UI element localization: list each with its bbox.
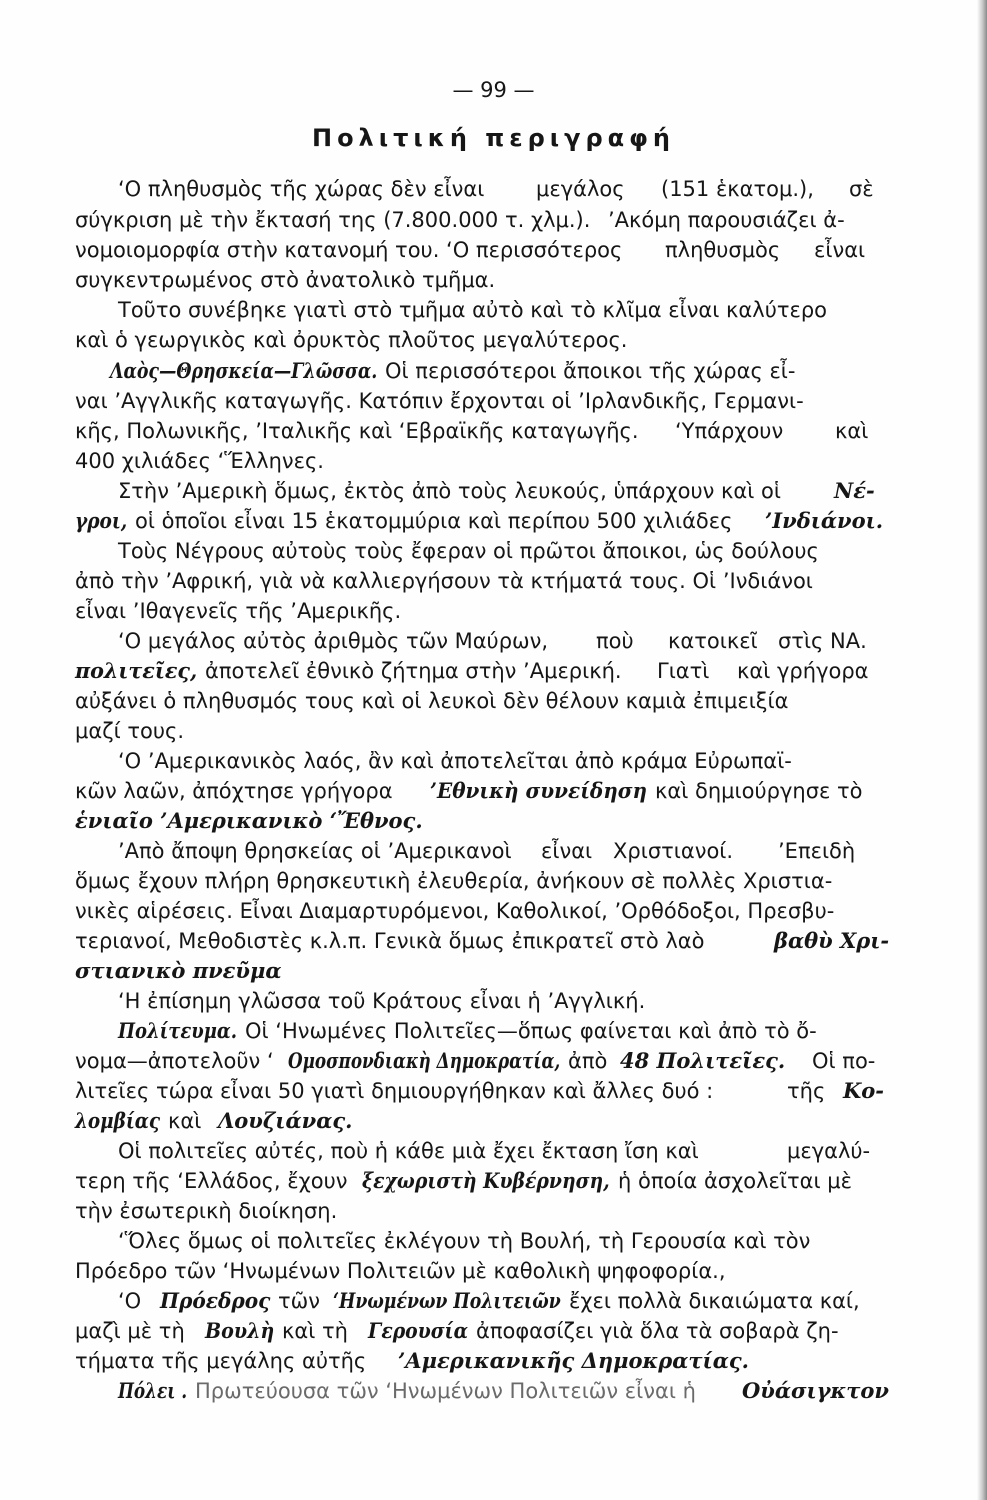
text-line (0, 596, 987, 626)
text-span: οἱ ὁποῖοι εἶναι 15 ἑκατομμύρια καὶ περίπου 500 χιλιάδες (135, 509, 733, 533)
text-line (0, 1316, 987, 1346)
text-span: τὴν ἐσωτερικὴ διοίκηση. (75, 1199, 338, 1223)
text-span: εἶναι (814, 238, 866, 262)
text-line (0, 1166, 987, 1196)
text-span: καὶ ὁ γεωργικὸς καὶ ὀρυκτὸς πλοῦτος μεγαλύτερος. (75, 328, 628, 352)
text-line (0, 1136, 987, 1166)
text-line (0, 416, 987, 446)
emphasis-text: Κο- (843, 1078, 884, 1103)
text-span: μαζί τους. (75, 719, 185, 743)
text-span: ’Απὸ ἄποψη θρησκείας οἱ ’Αμερικανοὶ (118, 839, 512, 863)
text-line (0, 205, 987, 235)
text-line (0, 866, 987, 896)
text-line (0, 1106, 987, 1136)
text-span: κῆς, Πολωνικῆς, ’Ιταλικῆς καὶ ‘Εβραϊκῆς καταγωγῆς. (75, 419, 639, 443)
text-span: ‘Ο μεγάλος αὐτὸς ἀριθμὸς τῶν Μαύρων, (118, 629, 549, 653)
emphasis-text: Οὐάσιγκτον (742, 1378, 889, 1403)
text-span: τεριανοί, Μεθοδιστὲς κ.λ.π. Γενικὰ ὅμως ἐπικρατεῖ στὸ λαὸ (75, 929, 705, 953)
text-span: Πρόεδρο τῶν ‘Ηνωμένων Πολιτειῶν μὲ καθολικὴ ψηφοφορία., (75, 1259, 726, 1283)
text-span: ‘Ο πληθυσμὸς τῆς χώρας δὲν εἶναι (118, 177, 485, 201)
text-span: τῶν (278, 1289, 320, 1313)
text-line (0, 1256, 987, 1286)
text-span: εἶναι ’Ιθαγενεῖς τῆς ’Αμερικῆς. (75, 599, 402, 623)
text-span: σὲ (849, 177, 874, 201)
text-line (0, 1376, 987, 1406)
text-span: καὶ γρήγορα (737, 659, 869, 683)
text-line (0, 265, 987, 295)
emphasis-text: Πρόεδρος (160, 1288, 271, 1313)
text-span: Οἱ πολιτεῖες αὐτές, ποὺ ἡ κάθε μιὰ ἔχει ἔκταση ἴση καὶ (118, 1139, 699, 1163)
text-line (0, 1286, 987, 1316)
emphasis-text: Ομοσπονδιακὴ Δημοκρατία, (288, 1048, 561, 1073)
text-span: ἀποτελεῖ ἐθνικὸ ζήτημα στὴν ’Αμερική. (205, 659, 622, 683)
text-span: ‘Ο (118, 1289, 142, 1313)
emphasis-text: γροι, (75, 508, 128, 533)
text-span: καὶ τὴ (282, 1319, 348, 1343)
text-line (0, 746, 987, 776)
page-number: — 99 — (452, 78, 535, 102)
text-line (0, 325, 987, 355)
emphasis-text: ἑνιαῖο ’Αμερικανικὸ ‘Ἔθνος. (75, 808, 423, 833)
emphasis-text: ’Αμερικανικῆς Δημοκρατίας. (398, 1348, 749, 1373)
text-line (0, 174, 987, 204)
text-span: ἀποφασίζει γιὰ ὅλα τὰ σοβαρὰ ζη- (476, 1319, 839, 1343)
text-line (0, 836, 987, 866)
text-line (0, 1226, 987, 1256)
text-span: Στὴν ’Αμερικὴ ὅμως, ἐκτὸς ἀπὸ τοὺς λευκούς, ὑπάρχουν καὶ οἱ (118, 479, 781, 503)
text-span: Χριστιανοί. (613, 839, 734, 863)
emphasis-text: ‘Ηνωμένων Πολιτειῶν (333, 1288, 561, 1313)
text-line (0, 1046, 987, 1076)
text-span: Οἱ περισσότεροι ἄποικοι τῆς χώρας εἶ- (385, 359, 796, 383)
text-line (0, 1016, 987, 1046)
text-span: συγκεντρωμένος στὸ ἀνατολικὸ τμῆμα. (75, 268, 496, 292)
text-span: Τοὺς Νέγρους αὐτοὺς τοὺς ἔφεραν οἱ πρῶτοι ἄποικοι, ὡς δούλους (118, 539, 819, 563)
emphasis-text: ’Εθνικὴ συνείδηση (430, 778, 648, 803)
text-line (0, 986, 987, 1016)
text-span: ‘Υπάρχουν (675, 419, 784, 443)
text-span: τήματα τῆς μεγάλης αὐτῆς (75, 1349, 367, 1373)
emphasis-text: ’Ινδιάνοι. (765, 508, 884, 533)
text-line (0, 295, 987, 325)
emphasis-text: Λουζιάνας. (218, 1108, 353, 1133)
text-span: Τοῦτο συνέβηκε γιατὶ στὸ τμῆμα αὐτὸ καὶ τὸ κλῖμα εἶναι καλύτερο (118, 298, 828, 322)
text-span: ὅμως ἔχουν πλήρη θρησκευτικὴ ἐλευθερία, ἀνήκουν σὲ πολλὲς Χριστια- (75, 869, 833, 893)
text-span: 400 χιλιάδες ‘Ἕλληνες. (75, 449, 324, 473)
text-span: πληθυσμὸς (665, 238, 781, 262)
text-span: στὶς ΝΑ. (778, 629, 867, 653)
emphasis-text: λομβίας (75, 1108, 161, 1133)
text-span: ναι ’Αγγλικῆς καταγωγῆς. Κατόπιν ἔρχονται οἱ ’Ιρλανδικῆς, Γερμανι- (75, 389, 804, 413)
text-span: μαζὶ μὲ τὴ (75, 1319, 185, 1343)
text-span: ἡ ὁποία ἀσχολεῖται μὲ (618, 1169, 852, 1193)
section-heading: Πολίτευμα. (118, 1018, 238, 1043)
text-span: νικὲς αἱρέσεις. Εἶναι Διαμαρτυρόμενοι, Καθολικοί, ’Ορθόδοξοι, Πρεσβυ- (75, 899, 835, 923)
text-span: κατοικεῖ (668, 629, 758, 653)
text-line (0, 686, 987, 716)
emphasis-text: Γερουσία (368, 1318, 469, 1343)
text-line (0, 356, 987, 386)
text-line (0, 806, 987, 836)
text-span: νομοιομορφία στὴν κατανομή του. ‘Ο περισσότερος (75, 238, 623, 262)
text-span: σύγκριση μὲ τὴν ἔκτασή της (7.800.000 τ. χλμ.). (75, 208, 591, 232)
text-span: ‘Η ἐπίσημη γλῶσσα τοῦ Κράτους εἶναι ἡ ’Αγγλική. (118, 989, 646, 1013)
text-line (0, 235, 987, 265)
section-heading: Λαὸς—Θρησκεία—Γλῶσσα. (110, 358, 378, 383)
text-line (0, 1076, 987, 1106)
text-span: μεγάλος (536, 177, 625, 201)
emphasis-text: πολιτεῖες, (75, 658, 198, 683)
text-line (0, 446, 987, 476)
text-line (0, 476, 987, 506)
text-span: ἀπὸ (568, 1049, 608, 1073)
text-line (0, 386, 987, 416)
text-span: ἀπὸ τὴν ’Αφρική, γιὰ νὰ καλλιεργήσουν τὰ κτήματά τους. Οἱ ’Ινδιάνοι (75, 569, 813, 593)
text-span: ἔχει πολλὰ δικαιώματα καί, (569, 1289, 860, 1313)
text-span: Γιατὶ (657, 659, 710, 683)
text-span: αὐξάνει ὁ πληθυσμός τους καὶ οἱ λευκοὶ δὲν θέλουν καμιὰ ἐπιμειξία (75, 689, 789, 713)
text-span: ’Ακόμη παρουσιάζει ἀ- (608, 208, 845, 232)
text-line (0, 956, 987, 986)
text-span: Οἱ ‘Ηνωμένες Πολιτεῖες—ὅπως φαίνεται καὶ ἀπὸ τὸ ὄ- (245, 1019, 817, 1043)
text-span: εἶναι (541, 839, 593, 863)
text-line (0, 926, 987, 956)
text-line (0, 626, 987, 656)
emphasis-text: 48 Πολιτεῖες. (620, 1048, 786, 1073)
text-span: ‘Ὅλες ὅμως οἱ πολιτεῖες ἐκλέγουν τὴ Βουλή, τὴ Γερουσία καὶ τὸν (118, 1229, 811, 1253)
emphasis-text: Βουλὴ (205, 1318, 275, 1343)
text-line (0, 536, 987, 566)
emphasis-text: Νέ- (834, 478, 875, 503)
page-title: Πολιτική περιγραφή (311, 124, 676, 152)
text-line (0, 506, 987, 536)
emphasis-text: Πόλει . (118, 1378, 188, 1403)
text-span: μεγαλύ- (787, 1139, 871, 1163)
text-span: κῶν λαῶν, ἀπόχτησε γρήγορα (75, 779, 393, 803)
text-line (0, 716, 987, 746)
text-span: ποὺ (596, 629, 634, 653)
emphasis-text: ξεχωριστὴ Κυβέρνηση, (362, 1168, 610, 1193)
text-line (0, 566, 987, 596)
text-line (0, 776, 987, 806)
text-span: καὶ (835, 419, 869, 443)
emphasis-text: στιανικὸ πνεῦμα (75, 958, 282, 983)
text-line (0, 656, 987, 686)
text-span: καὶ δημιούργησε τὸ (655, 779, 863, 803)
text-span: ’Επειδὴ (778, 839, 856, 863)
text-line (0, 1346, 987, 1376)
text-line (0, 1196, 987, 1226)
text-span: (151 ἑκατομ.), (661, 177, 814, 201)
text-span: νομα—ἀποτελοῦν ‘ (75, 1049, 274, 1073)
text-line (0, 896, 987, 926)
text-span: Οἱ πο- (812, 1049, 876, 1073)
text-span: λιτεῖες τώρα εἶναι 50 γιατὶ δημιουργήθηκαν καὶ ἄλλες δυό : (75, 1079, 714, 1103)
text-span: καὶ (168, 1109, 202, 1133)
text-span: ‘Ο ’Αμερικανικὸς λαός, ἂν καὶ ἀποτελεῖται ἀπὸ κράμα Εὐρωπαϊ- (118, 749, 792, 773)
text-span: τῆς (787, 1079, 826, 1103)
emphasis-text: βαθὺ Χρι- (774, 928, 890, 953)
text-span: Πρωτεύουσα τῶν ‘Ηνωμένων Πολιτειῶν εἶναι ἡ (195, 1379, 696, 1403)
text-span: τερη τῆς ‘Ελλάδος, ἔχουν (75, 1169, 348, 1193)
